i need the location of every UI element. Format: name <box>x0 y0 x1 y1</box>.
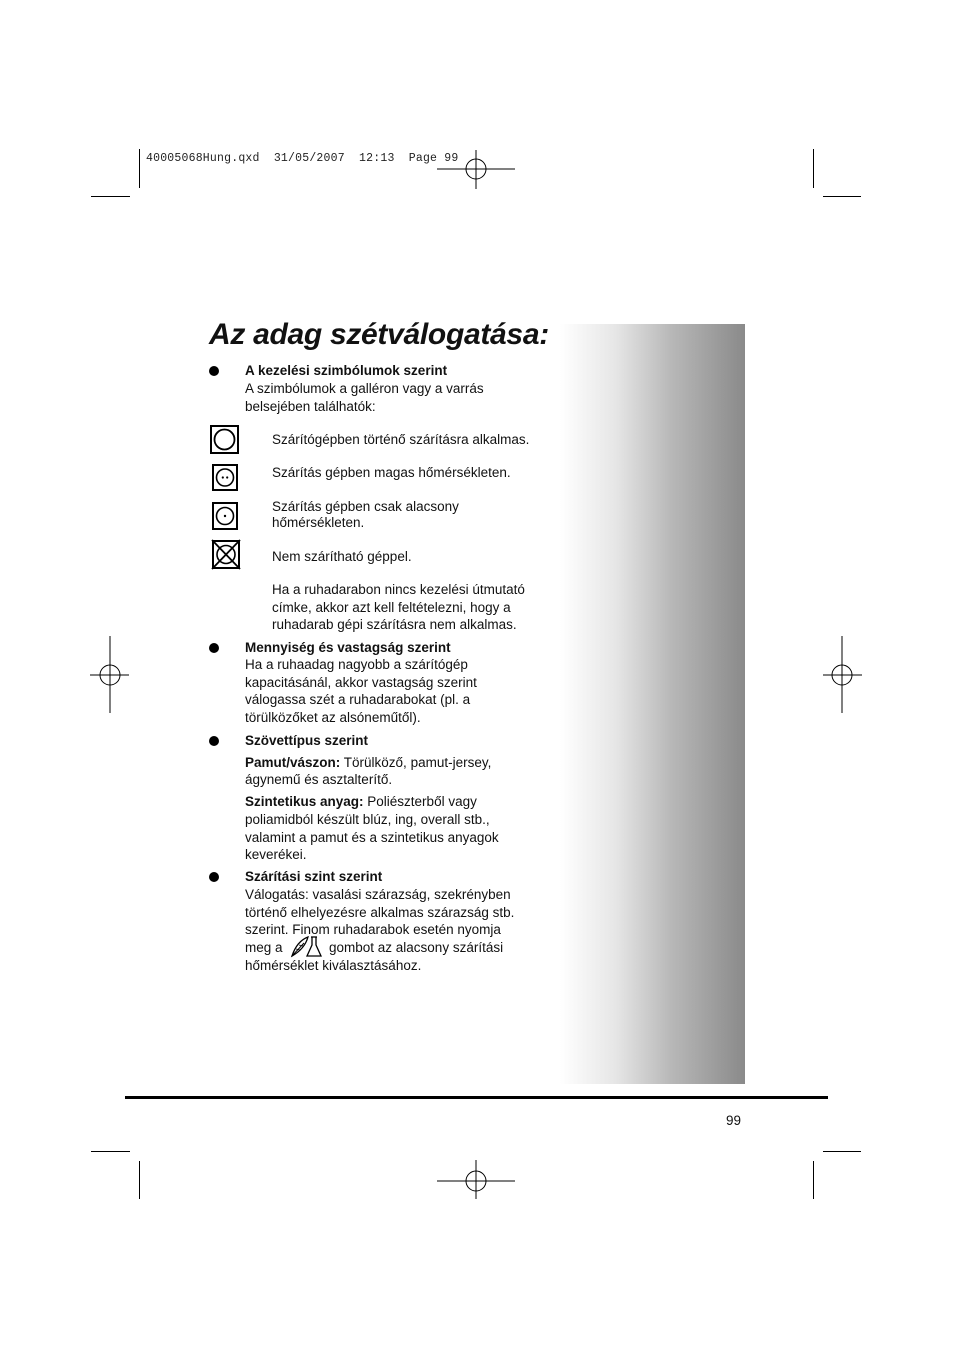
page-title: Az adag szétválogatása: <box>209 318 549 351</box>
synthetic-line <box>245 793 477 811</box>
do-not-tumble-dry-icon <box>211 539 241 570</box>
tumble-dry-high-icon <box>212 464 238 491</box>
body-line: meg a <box>245 940 283 955</box>
body-line: kapacitásánál, akkor vastagság szerint <box>245 675 477 690</box>
body-line: válogassa szét a ruhadarabokat (pl. a <box>245 692 471 707</box>
body-line: Válogatás: vasalási szárazság, szekrényben <box>245 887 511 902</box>
crop-mark <box>823 1151 861 1152</box>
body-line: A szimbólumok a galléron vagy a varrás <box>245 381 484 396</box>
symbol-description: Szárítógépben történő szárításra alkalmas. <box>272 432 530 447</box>
cotton-text: Törülköző, pamut-jersey, <box>340 755 492 770</box>
delicate-feather-flask-icon <box>289 935 323 959</box>
body-line: törülközőket az alsóneműtől). <box>245 710 421 725</box>
body-line: ágynemű és asztalterítő. <box>245 772 393 787</box>
crop-mark <box>91 196 130 197</box>
body-line: poliamidból készült blúz, ing, overall stb., <box>245 812 490 827</box>
symbol-description: Szárítás gépben csak alacsony <box>272 499 459 514</box>
body-line: Ha a ruhaadag nagyobb a szárítógép <box>245 657 468 672</box>
synthetic-label: Szintetikus anyag: <box>245 794 364 809</box>
body-line: valamint a pamut és a szintetikus anyagok <box>245 830 499 845</box>
crop-mark <box>813 149 814 188</box>
section-heading: Szövettípus szerint <box>245 733 369 748</box>
crop-mark <box>139 149 140 188</box>
registration-mark-bottom <box>437 1160 517 1200</box>
tumble-dry-low-icon <box>212 502 238 530</box>
crop-mark <box>813 1161 814 1199</box>
note-line: címke, akkor azt kell feltételezni, hogy a <box>272 600 511 615</box>
note-line: Ha a ruhadarabon nincs kezelési útmutató <box>272 582 525 597</box>
note-line: ruhadarab gépi szárításra nem alkalmas. <box>272 617 517 632</box>
section-heading: A kezelési szimbólumok szerint <box>245 363 448 378</box>
cotton-line <box>245 754 491 772</box>
body-line: belsejében találhatók: <box>245 399 376 414</box>
body-line: gombot az alacsony szárítási <box>329 940 504 955</box>
tumble-dry-icon <box>210 425 239 454</box>
body-line: hőmérséklet kiválasztásához. <box>245 958 422 973</box>
page-number: 99 <box>726 1113 742 1128</box>
registration-mark-left <box>90 636 130 714</box>
bullet <box>209 736 219 746</box>
cotton-label: Pamut/vászon: <box>245 755 341 770</box>
body-line: történő elhelyezésre alkalmas szárazság stb. <box>245 905 515 920</box>
crop-mark <box>823 196 861 197</box>
footer-rule <box>125 1096 828 1099</box>
bullet <box>209 643 219 653</box>
synthetic-text: Poliészterből vagy <box>363 794 477 809</box>
body-line: keverékei. <box>245 847 307 862</box>
file-slug-line: 40005068Hung.qxd 31/05/2007 12:13 Page 99 <box>146 152 459 165</box>
symbol-description: hőmérsékleten. <box>272 515 365 530</box>
crop-mark <box>139 1161 140 1199</box>
section-heading: Mennyiség és vastagság szerint <box>245 640 451 655</box>
symbol-description: Szárítás gépben magas hőmérsékleten. <box>272 465 511 480</box>
registration-mark-right <box>823 636 863 714</box>
section-heading: Szárítási szint szerint <box>245 869 383 884</box>
body-line: szerint. Finom ruhadarabok esetén nyomja <box>245 922 501 937</box>
side-gradient-bar <box>560 324 745 1084</box>
bullet <box>209 872 219 882</box>
bullet <box>209 366 219 376</box>
crop-mark <box>91 1151 130 1152</box>
symbol-description: Nem szárítható géppel. <box>272 549 412 564</box>
